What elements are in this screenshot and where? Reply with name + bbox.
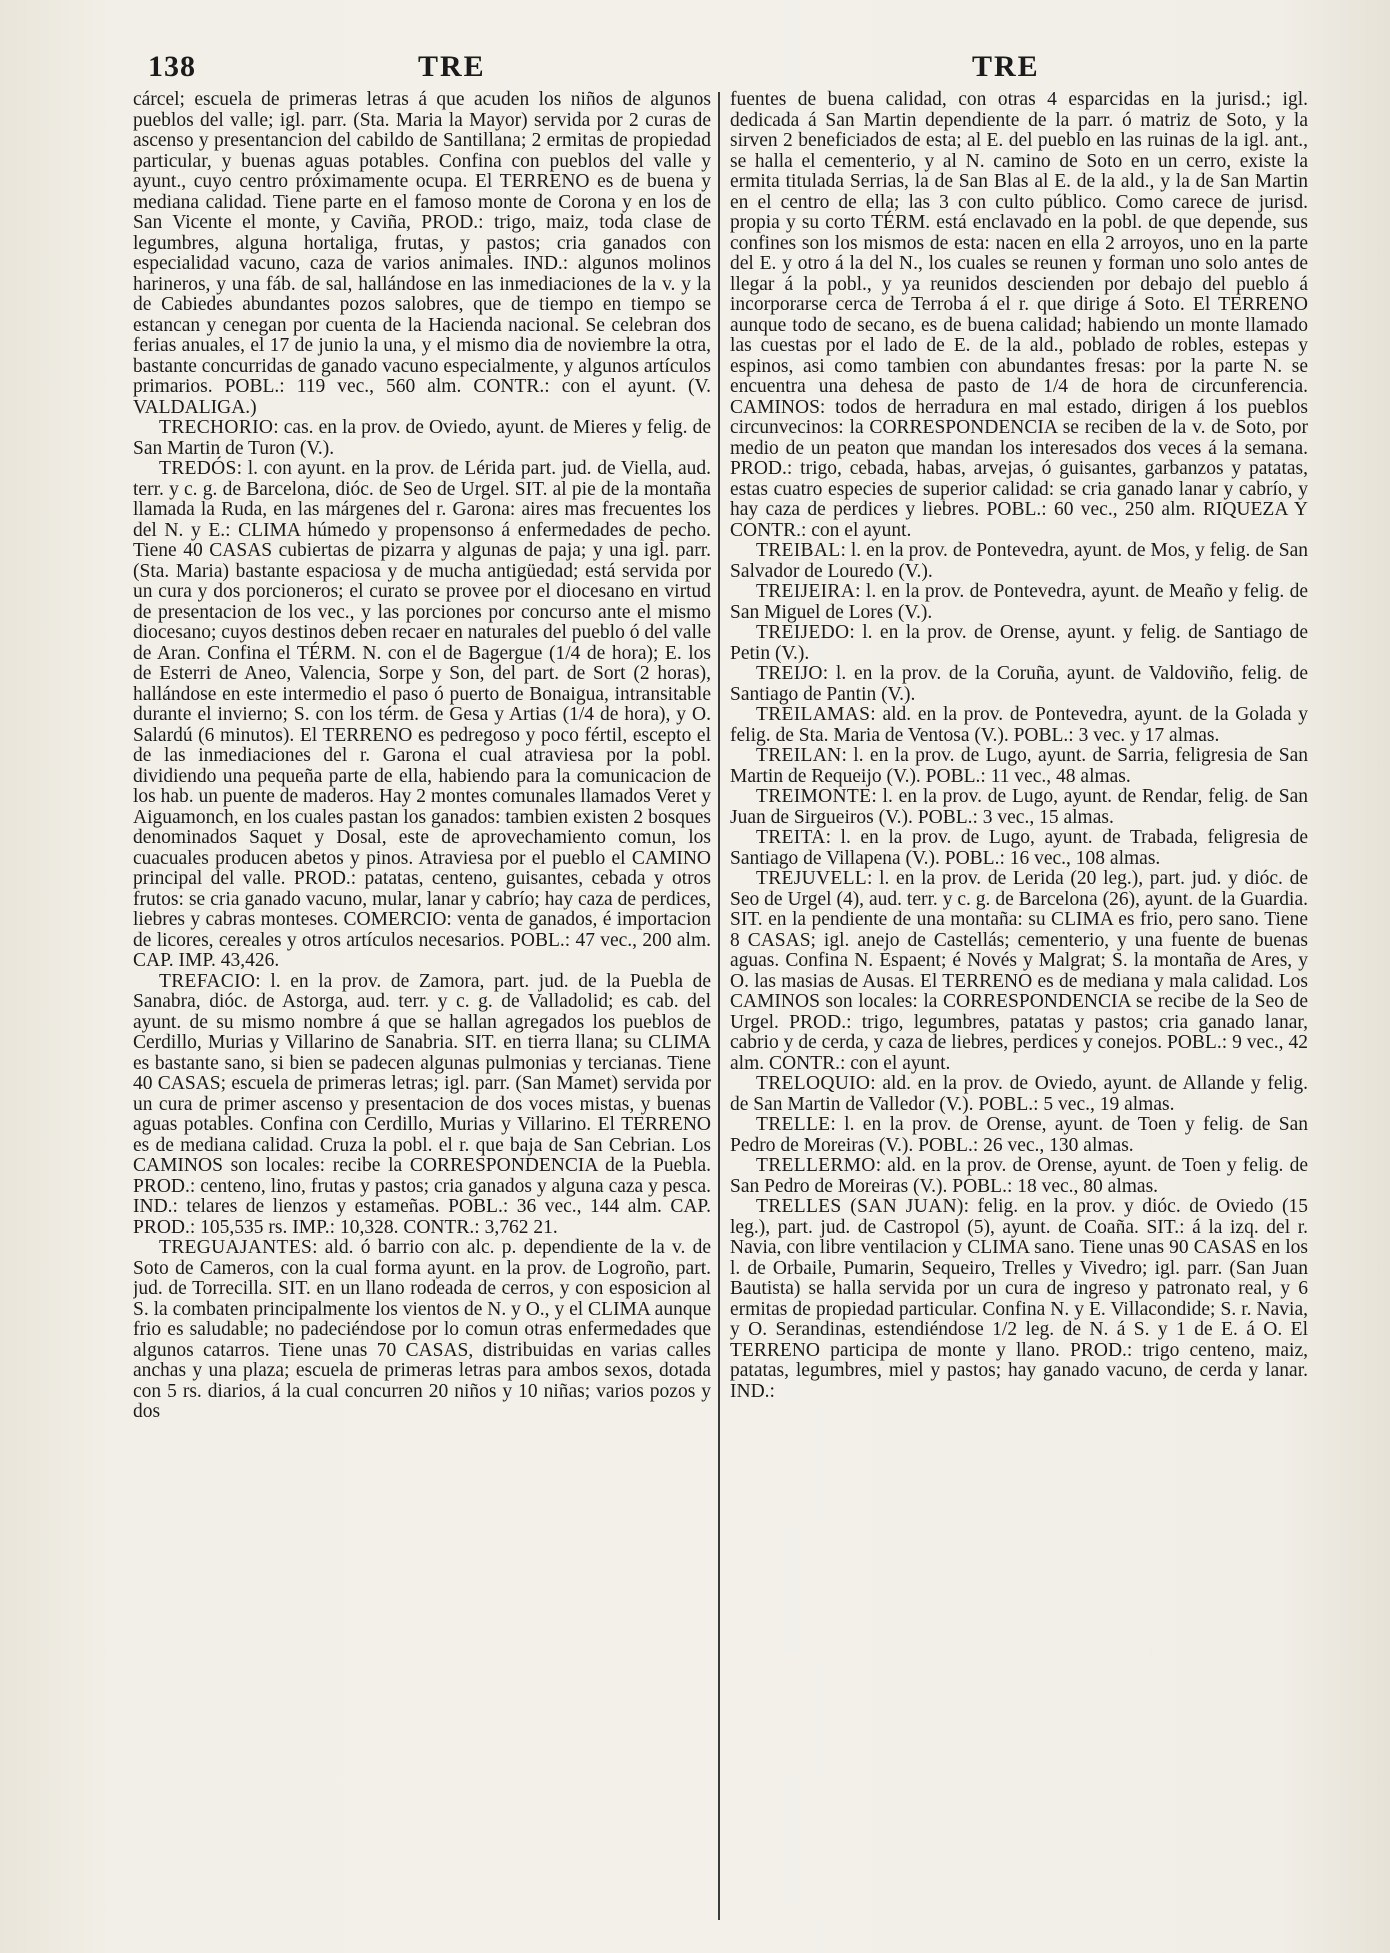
entry-headword: TRELLE [756,1114,831,1135]
entry [730,1197,1308,1402]
entry-text: : ald. en la prov. de Oviedo, ayunt. de Allande y felig. de San Martin de Valledor (V.). POBL.: 5 vec., 19 almas. [730,1073,1308,1115]
entry-headword: TREIJO [756,663,823,684]
entry-text: : l. en la prov. de Orense, ayunt. y felig. de Santiago de Petin (V.). [730,622,1308,664]
column-divider [718,92,720,1920]
entry-headword: TRELLES (SAN JUAN) [756,1196,964,1217]
entry-text: : ald. ó barrio con alc. p. dependiente de la v. de Soto de Cameros, con la cual forma ayunt. en la prov. de Logroño, part. jud. de Torrecilla. SIT. en un llano rodeada de cerros, y con esposicion al S. la combaten principalmente los vientos de N. y O., y el CLIMA aunque frio es saludable; no padeciéndose por lo comun otras enfermedades que algunos catarros. Tiene unas 70 CASAS, distribuidas en varias calles anchas y una plaza; escuela de primeras letras para ambos sexos, dotada con 5 rs. diarios, á la cual concurren 20 niños y 10 niñas; varios pozos y dos [133,1237,711,1422]
right-column [730,90,1308,1928]
entry [730,787,1308,828]
entry-headword: TREIJEIRA [756,581,856,602]
entry-text: : ald. en la prov. de Pontevedra, ayunt. de la Golada y felig. de Sta. Maria de Ventosa (V.). POBL.: 3 vec. y 17 almas. [730,704,1308,746]
entry-headword: TRELOQUIO [756,1073,871,1094]
entry-headword: TRECHORIO [159,417,274,438]
entry [133,972,711,1239]
running-head-left: TRE [418,50,486,83]
left-column [133,90,711,1928]
entry [730,623,1308,664]
page-header [140,50,1310,90]
entry-headword: TREILAN [756,745,842,766]
entry-text: : l. en la prov. de Lugo, ayunt. de Sarria, feligresia de San Martin de Requeijo (V.). POBL.: 11 vec., 48 almas. [730,745,1308,787]
entry-text: : l. en la prov. de Lugo, ayunt. de Rendar, felig. de San Juan de Sirgueiros (V.). POBL.: 3 vec., 15 almas. [730,786,1308,828]
entry-headword: TREDÓS [159,458,237,479]
entry [133,1238,711,1423]
entry-text: : l. en la prov. de Zamora, part. jud. de la Puebla de Sanabra, dióc. de Astorga, aud. terr. y c. g. de Valladolid; es cab. del ayunt. de su mismo nombre á que se hallan agregados los pueblos de Cerdillo, Murias y Villarino de Sanabria. SIT. en tierra llana; su CLIMA es bastante sano, si bien se padecen algunas pulmonias y tercianas. Tiene 40 CASAS; escuela de primeras letras; igl. parr. (San Mamet) servida por un cura de primer ascenso y presentacion de dos voces mistas, y buenas aguas potables. Confina con Cerdillo, Murias y Villarino. El TERRENO es de mediana calidad. Cruza la pobl. el r. que baja de San Cebrian. Los CAMINOS son locales: recibe la CORRESPONDENCIA de la Puebla. PROD.: centeno, lino, frutas y pastos; cria ganados y alguna caza y pesca. IND.: telares de lienzos y estameñas. POBL.: 36 vec., 144 alm. CAP. PROD.: 105,535 rs. IMP.: 10,328. CONTR.: 3,762 21. [133,970,711,1238]
entry-headword: TREITA [756,827,826,848]
entry-text: fuentes de buena calidad, con otras 4 esparcidas en la jurisd.; igl. dedicada á San Martin dependiente de la parr. ó matriz de Soto, y la sirven 2 beneficiados de esta; al E. del pueblo en las ruinas de la igl. ant., se halla el cementerio, y al N. camino de Soto en un cerro, existe la ermita titulada Serrias, la de San Blas al E. de la ald., y la de San Martin en el centro de ella; las 3 con culto público. Como carece de jurisd. propia y su corto TÉRM. está enclavado en la pobl. de que depende, sus confines son los mismos de esta: nacen en ella 2 arroyos, uno en la parte del E. y otro á la del N., los cuales se reunen y forman uno solo antes de llegar á la pobl., y ya reunidos descienden por debajo del pueblo á incorporarse cerca de Terroba á el r. que dirige á Soto. El TERRENO aunque todo de secano, es de buena calidad; habiendo un monte llamado las cuestas por el lado de E. de la ald., poblado de robles, estepas y espinos, asi como tambien con abundantes fresas: por la parte N. se encuentra una dehesa de pasto de 1/4 de hora de circunferencia. CAMINOS: todos de herradura en mal estado, dirigen á los pueblos circunvecinos: la CORRESPONDENCIA se reciben de la v. de Soto, por medio de un peaton que mandan los interesados dos veces á la semana. PROD.: trigo, cebada, habas, arvejas, ó guisantes, garbanzos y patatas, estas cuatro especies de superior calidad: se cria ganado lanar y cabrío, y hay caza de perdices y liebres. POBL.: 60 vec., 250 alm. RIQUEZA Y CONTR.: con el ayunt. [730,90,1308,541]
entry [730,582,1308,623]
entry [730,541,1308,582]
entry-text: : l. en la prov. de Lugo, ayunt. de Trabada, feligresia de Santiago de Villapena (V.). POBL.: 16 vec., 108 almas. [730,827,1308,869]
entry [730,1156,1308,1197]
running-head-right: TRE [972,50,1040,83]
entry-text: : l. en la prov. de Orense, ayunt. de Toen y felig. de San Pedro de Moreiras (V.). POBL.: 26 vec., 130 almas. [730,1114,1308,1156]
entry-headword: TREIMONTE [756,786,872,807]
entry [730,1115,1308,1156]
entry-text: : felig. en la prov. y dióc. de Oviedo (15 leg.), part. jud. de Castropol (5), ayunt. de Coaña. SIT.: á la izq. del r. Navia, con libre ventilacion y CLIMA sano. Tiene unas 90 CASAS en los l. de Orbaile, Pumarin, Sequeiro, Trelles y Vivedro; igl. parr. (San Juan Bautista) se halla servida por un cura de ingreso y patronato real, y 6 ermitas de propiedad particular. Confina N. y E. Villacondide; S. r. Navia, y O. Serandinas, estendiéndose 1/2 leg. de N. á S. y 1 de E. á O. El TERRENO participa de monte y llano. PROD.: trigo centeno, maiz, patatas, legumbres, miel y pastos; hay ganado vacuno, de cerda y lanar. IND.: [730,1196,1308,1402]
entry-text: : l. con ayunt. en la prov. de Lérida part. jud. de Viella, aud. terr. y c. g. de Barcelona, dióc. de Seo de Urgel. SIT. al pie de la montaña llamada la Ruda, en las márgenes del r. Garona: aires mas frecuentes los del N. y E.: CLIMA húmedo y propensonso á enfermedades de pecho. Tiene 40 CASAS cubiertas de pizarra y algunas de paja; y una igl. parr. (Sta. Maria) bastante espaciosa y de mucha antigüedad; está servida por un cura y dos porcioneros; el curato se provee por el diocesano en virtud de presentacion de los vec., y las porciones por concurso ante el mismo diocesano; cuyos destinos deben recaer en naturales del pueblo ó del valle de Aran. Confina el TÉRM. N. con el de Bagergue (1/4 de hora); E. los de Esterri de Aneo, Valencia, Sorpe y Son, del part. de Sort (2 horas), hallándose en este intermedio el paso ó puerto de Bonaigua, intransitable durante el invierno; S. con los térm. de Gesa y Artias (1/4 de hora), y O. Salardú (6 minutos). El TERRENO es pedregoso y poco fértil, escepto el de las inmediaciones del r. Garona el cual atraviesa por la pobl. dividiendo una pequeña parte de ella, habiendo para la comunicacion de los hab. un puente de maderos. Hay 2 montes comunales llamados Veret y Aiguamonch, en los cuales pastan los ganados: tambien existen 2 bosques denominados Saquet y Dosal, este de aprovechamiento comun, los cuacuales producen abetos y pinos. Atraviesa por el pueblo el CAMINO principal del valle. PROD.: patatas, centeno, guisantes, cebada y otros frutos: se cria ganado vacuno, mular, lanar y cabrío; hay caza de perdices, liebres y cabras monteses. COMERCIO: venta de ganados, é importacion de licores, cereales y otros artículos necesarios. POBL.: 47 vec., 200 alm. CAP. IMP. 43,426. [133,458,711,971]
entry [133,90,711,418]
entry [133,459,711,972]
entry-text: cárcel; escuela de primeras letras á que acuden los niños de algunos pueblos del valle; igl. parr. (Sta. Maria la Mayor) servida por 2 curas de ascenso y presentancion del cabildo de Santillana; 2 ermitas de propiedad particular, y buenas aguas potables. Confina con pueblos del valle y ayunt., cuyo centro próximamente ocupa. El TERRENO es de buena y mediana calidad. Tiene parte en el famoso monte de Corona y en los de San Vicente el monte, y Caviña, PROD.: trigo, maiz, toda clase de legumbres, alguna hortaliga, frutas, y pastos; cria ganados con especialidad vacuno, caza de varios animales. IND.: algunos molinos harineros, y una fáb. de sal, hallándose en las inmediaciones de la v. y la de Cabiedes abundantes pozos salobres, que de tiempo en tiempo se estancan y cenegan por cuenta de la Hacienda nacional. Se celebran dos ferias anuales, el 17 de junio la una, y el mismo dia de noviembre la otra, bastante concurridas de ganado vacuno especialmente, y algunos artículos primarios. POBL.: 119 vec., 560 alm. CONTR.: con el ayunt. (V. VALDALIGA.) [133,90,711,418]
entry-text: : l. en la prov. de Pontevedra, ayunt. de Mos, y felig. de San Salvador de Louredo (V.). [730,540,1308,582]
entry-headword: TREFACIO [159,970,256,992]
entry-headword: TREGUAJANTES [159,1237,313,1258]
entry [730,705,1308,746]
entry-text: : ald. en la prov. de Orense, ayunt. de Toen y felig. de San Pedro de Moreiras (V.). POBL.: 18 vec., 80 almas. [730,1155,1308,1197]
entry-text: : l. en la prov. de la Coruña, ayunt. de Valdoviño, felig. de Santiago de Pantin (V.). [730,663,1308,705]
entry [730,869,1308,1074]
entry-headword: TREIBAL [756,540,841,561]
entry [133,418,711,459]
entry [730,664,1308,705]
entry-headword: TRELLERMO [756,1155,876,1176]
entry-headword: TREILAMAS [756,704,871,725]
entry-headword: TREJUVELL [756,868,868,889]
entry [730,1074,1308,1115]
entry-text: : l. en la prov. de Lerida (20 leg.), part. jud. y dióc. de Seo de Urgel (4), aud. terr. y c. g. de Barcelona (26), ayunt. de la Guardia. SIT. en la pendiente de una montaña: su CLIMA es frio, pero sano. Tiene 8 CASAS; igl. anejo de Castellás; cementerio, y una fuente de buenas aguas. Confina N. Espaent; é Novés y Malgrat; S. la montaña de Ares, y O. las masias de Ausas. El TERRENO es de mediana y mala calidad. Los CAMINOS son locales: la CORRESPONDENCIA se recibe de la Seo de Urgel. PROD.: trigo, legumbres, patatas y pastos; cria ganado lanar, cabrio y de cerda, y caza de liebres, perdices y conejos. POBL.: 9 vec., 42 alm. CONTR.: con el ayunt. [730,868,1308,1074]
page-number: 138 [148,50,196,83]
entry-text: : cas. en la prov. de Oviedo, ayunt. de Mieres y felig. de San Martin de Turon (V.). [133,417,711,459]
entry [730,90,1308,541]
entry-headword: TREIJEDO [756,622,850,643]
entry-text: : l. en la prov. de Pontevedra, ayunt. de Meaño y felig. de San Miguel de Lores (V.). [730,581,1308,623]
entry [730,828,1308,869]
entry [730,746,1308,787]
